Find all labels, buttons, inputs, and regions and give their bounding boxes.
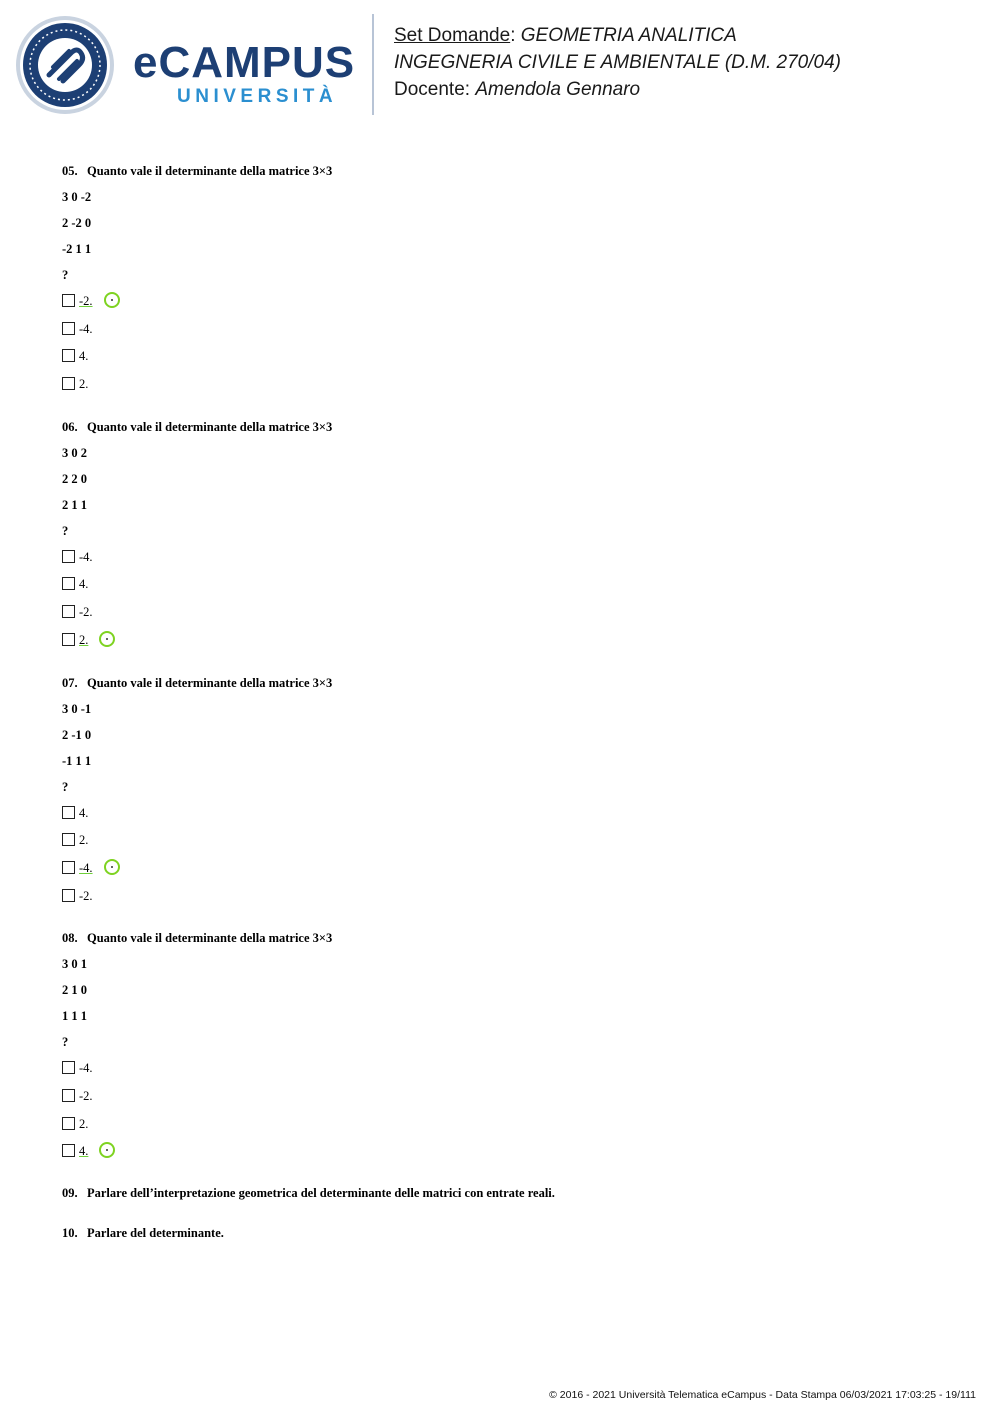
question-title <box>62 419 962 445</box>
option-label: -2. <box>79 294 93 308</box>
question-number: 05. <box>62 164 78 178</box>
question-number: 06. <box>62 419 78 434</box>
question-mark: ? <box>62 268 69 282</box>
question-text: Quanto vale il determinante della matrice 3×3 <box>87 164 333 178</box>
question-mark: ? <box>62 779 69 794</box>
matrix-row: 2 -2 0 <box>62 216 92 230</box>
page-footer: © 2016 - 2021 Università Telematica eCampus - Data Stampa 06/03/2021 17:03:25 - 19/111 <box>549 1389 976 1401</box>
checkbox[interactable] <box>62 1061 75 1074</box>
answer-option[interactable] <box>62 576 962 604</box>
matrix-row: 3 0 1 <box>62 957 87 972</box>
option-label: 2. <box>79 1116 89 1131</box>
question-title <box>62 163 962 189</box>
teacher-line <box>394 76 841 103</box>
question-10 <box>62 1225 962 1241</box>
question-text: Quanto vale il determinante della matrice 3×3 <box>87 419 333 434</box>
answer-option[interactable] <box>62 805 962 833</box>
checkbox[interactable] <box>62 1117 75 1130</box>
checkbox[interactable] <box>62 550 75 563</box>
answer-option[interactable] <box>62 1116 962 1144</box>
matrix-row: 2 -1 0 <box>62 727 92 742</box>
option-label: 4. <box>79 1144 89 1159</box>
checkbox[interactable] <box>62 861 75 874</box>
question-text: Quanto vale il determinante della matrice 3×3 <box>87 675 333 690</box>
question-list <box>62 163 962 1241</box>
answer-option[interactable] <box>62 1060 962 1088</box>
course-title: GEOMETRIA ANALITICA <box>520 25 737 46</box>
question-title <box>62 675 962 701</box>
answer-option[interactable] <box>62 1088 962 1116</box>
question-06 <box>62 419 962 660</box>
answer-option[interactable] <box>62 860 962 888</box>
option-label: -2. <box>79 888 93 903</box>
option-label: -4. <box>79 321 93 336</box>
checkbox[interactable] <box>62 889 75 902</box>
question-text: Parlare del determinante. <box>87 1226 224 1240</box>
checkbox[interactable] <box>62 806 75 819</box>
answer-option[interactable] <box>62 549 962 577</box>
answer-option[interactable] <box>62 1143 962 1171</box>
checkbox[interactable] <box>62 322 75 335</box>
checkbox[interactable] <box>62 833 75 846</box>
correct-answer-icon <box>104 292 120 308</box>
matrix-row: 3 0 -2 <box>62 190 92 204</box>
ecampus-seal-logo <box>15 15 115 115</box>
answer-option[interactable] <box>62 348 962 376</box>
option-label: 2. <box>79 833 89 848</box>
set-line <box>394 22 841 49</box>
header-info <box>394 22 841 103</box>
option-label: 2. <box>79 632 89 647</box>
course-line <box>394 49 841 76</box>
question-number: 09. <box>62 1186 78 1200</box>
answer-option[interactable] <box>62 293 962 321</box>
question-number: 08. <box>62 931 78 946</box>
question-text: Parlare dell’interpretazione geometrica del determinante delle matrici con entrate reali. <box>87 1186 555 1200</box>
question-title <box>62 930 962 956</box>
option-label: -4. <box>79 860 93 875</box>
checkbox[interactable] <box>62 349 75 362</box>
option-label: -2. <box>79 605 93 620</box>
brand-name: eCAMPUS <box>133 38 356 87</box>
option-label: -4. <box>79 1061 93 1076</box>
question-text: Quanto vale il determinante della matrice 3×3 <box>87 931 333 946</box>
question-number: 07. <box>62 675 78 690</box>
checkbox[interactable] <box>62 377 75 390</box>
ecampus-wordmark <box>133 38 355 108</box>
answer-option[interactable] <box>62 604 962 632</box>
set-colon: : <box>510 25 516 46</box>
answer-option[interactable] <box>62 321 962 349</box>
teacher-label: Docente: <box>394 79 471 100</box>
matrix-row: -1 1 1 <box>62 753 92 768</box>
matrix-row: 3 0 -1 <box>62 701 92 716</box>
question-mark: ? <box>62 523 69 538</box>
question-number: 10. <box>62 1226 78 1240</box>
answer-option[interactable] <box>62 888 962 916</box>
header-divider <box>372 14 374 115</box>
matrix-row: 2 1 1 <box>62 497 87 512</box>
checkbox[interactable] <box>62 633 75 646</box>
matrix-row: 2 2 0 <box>62 471 87 486</box>
teacher-name: Amendola Gennaro <box>475 79 641 100</box>
checkbox[interactable] <box>62 605 75 618</box>
option-label: -2. <box>79 1088 93 1103</box>
question-07 <box>62 675 962 916</box>
course-subtitle: INGEGNERIA CIVILE E AMBIENTALE (D.M. 270/04) <box>394 52 841 73</box>
question-mark: ? <box>62 1035 69 1050</box>
matrix-row: 3 0 2 <box>62 445 87 460</box>
matrix-row: 2 1 0 <box>62 983 87 998</box>
correct-answer-icon <box>104 859 120 875</box>
set-label: Set Domande <box>394 25 511 46</box>
brand-subtitle: UNIVERSITÀ <box>177 86 338 107</box>
checkbox[interactable] <box>62 1144 75 1157</box>
checkbox[interactable] <box>62 294 75 307</box>
option-label: -4. <box>79 549 93 564</box>
checkbox[interactable] <box>62 577 75 590</box>
question-09 <box>62 1185 962 1201</box>
correct-answer-icon <box>99 1142 115 1158</box>
matrix-row: 1 1 1 <box>62 1009 87 1024</box>
option-label: 4. <box>79 349 89 364</box>
answer-option[interactable] <box>62 632 962 660</box>
answer-option[interactable] <box>62 832 962 860</box>
option-label: 4. <box>79 577 89 592</box>
option-label: 2. <box>79 377 89 392</box>
matrix-row: -2 1 1 <box>62 242 92 256</box>
answer-option[interactable] <box>62 376 962 404</box>
checkbox[interactable] <box>62 1089 75 1102</box>
question-08 <box>62 930 962 1171</box>
option-label: 4. <box>79 805 89 820</box>
question-05 <box>62 163 962 404</box>
correct-answer-icon <box>99 631 115 647</box>
